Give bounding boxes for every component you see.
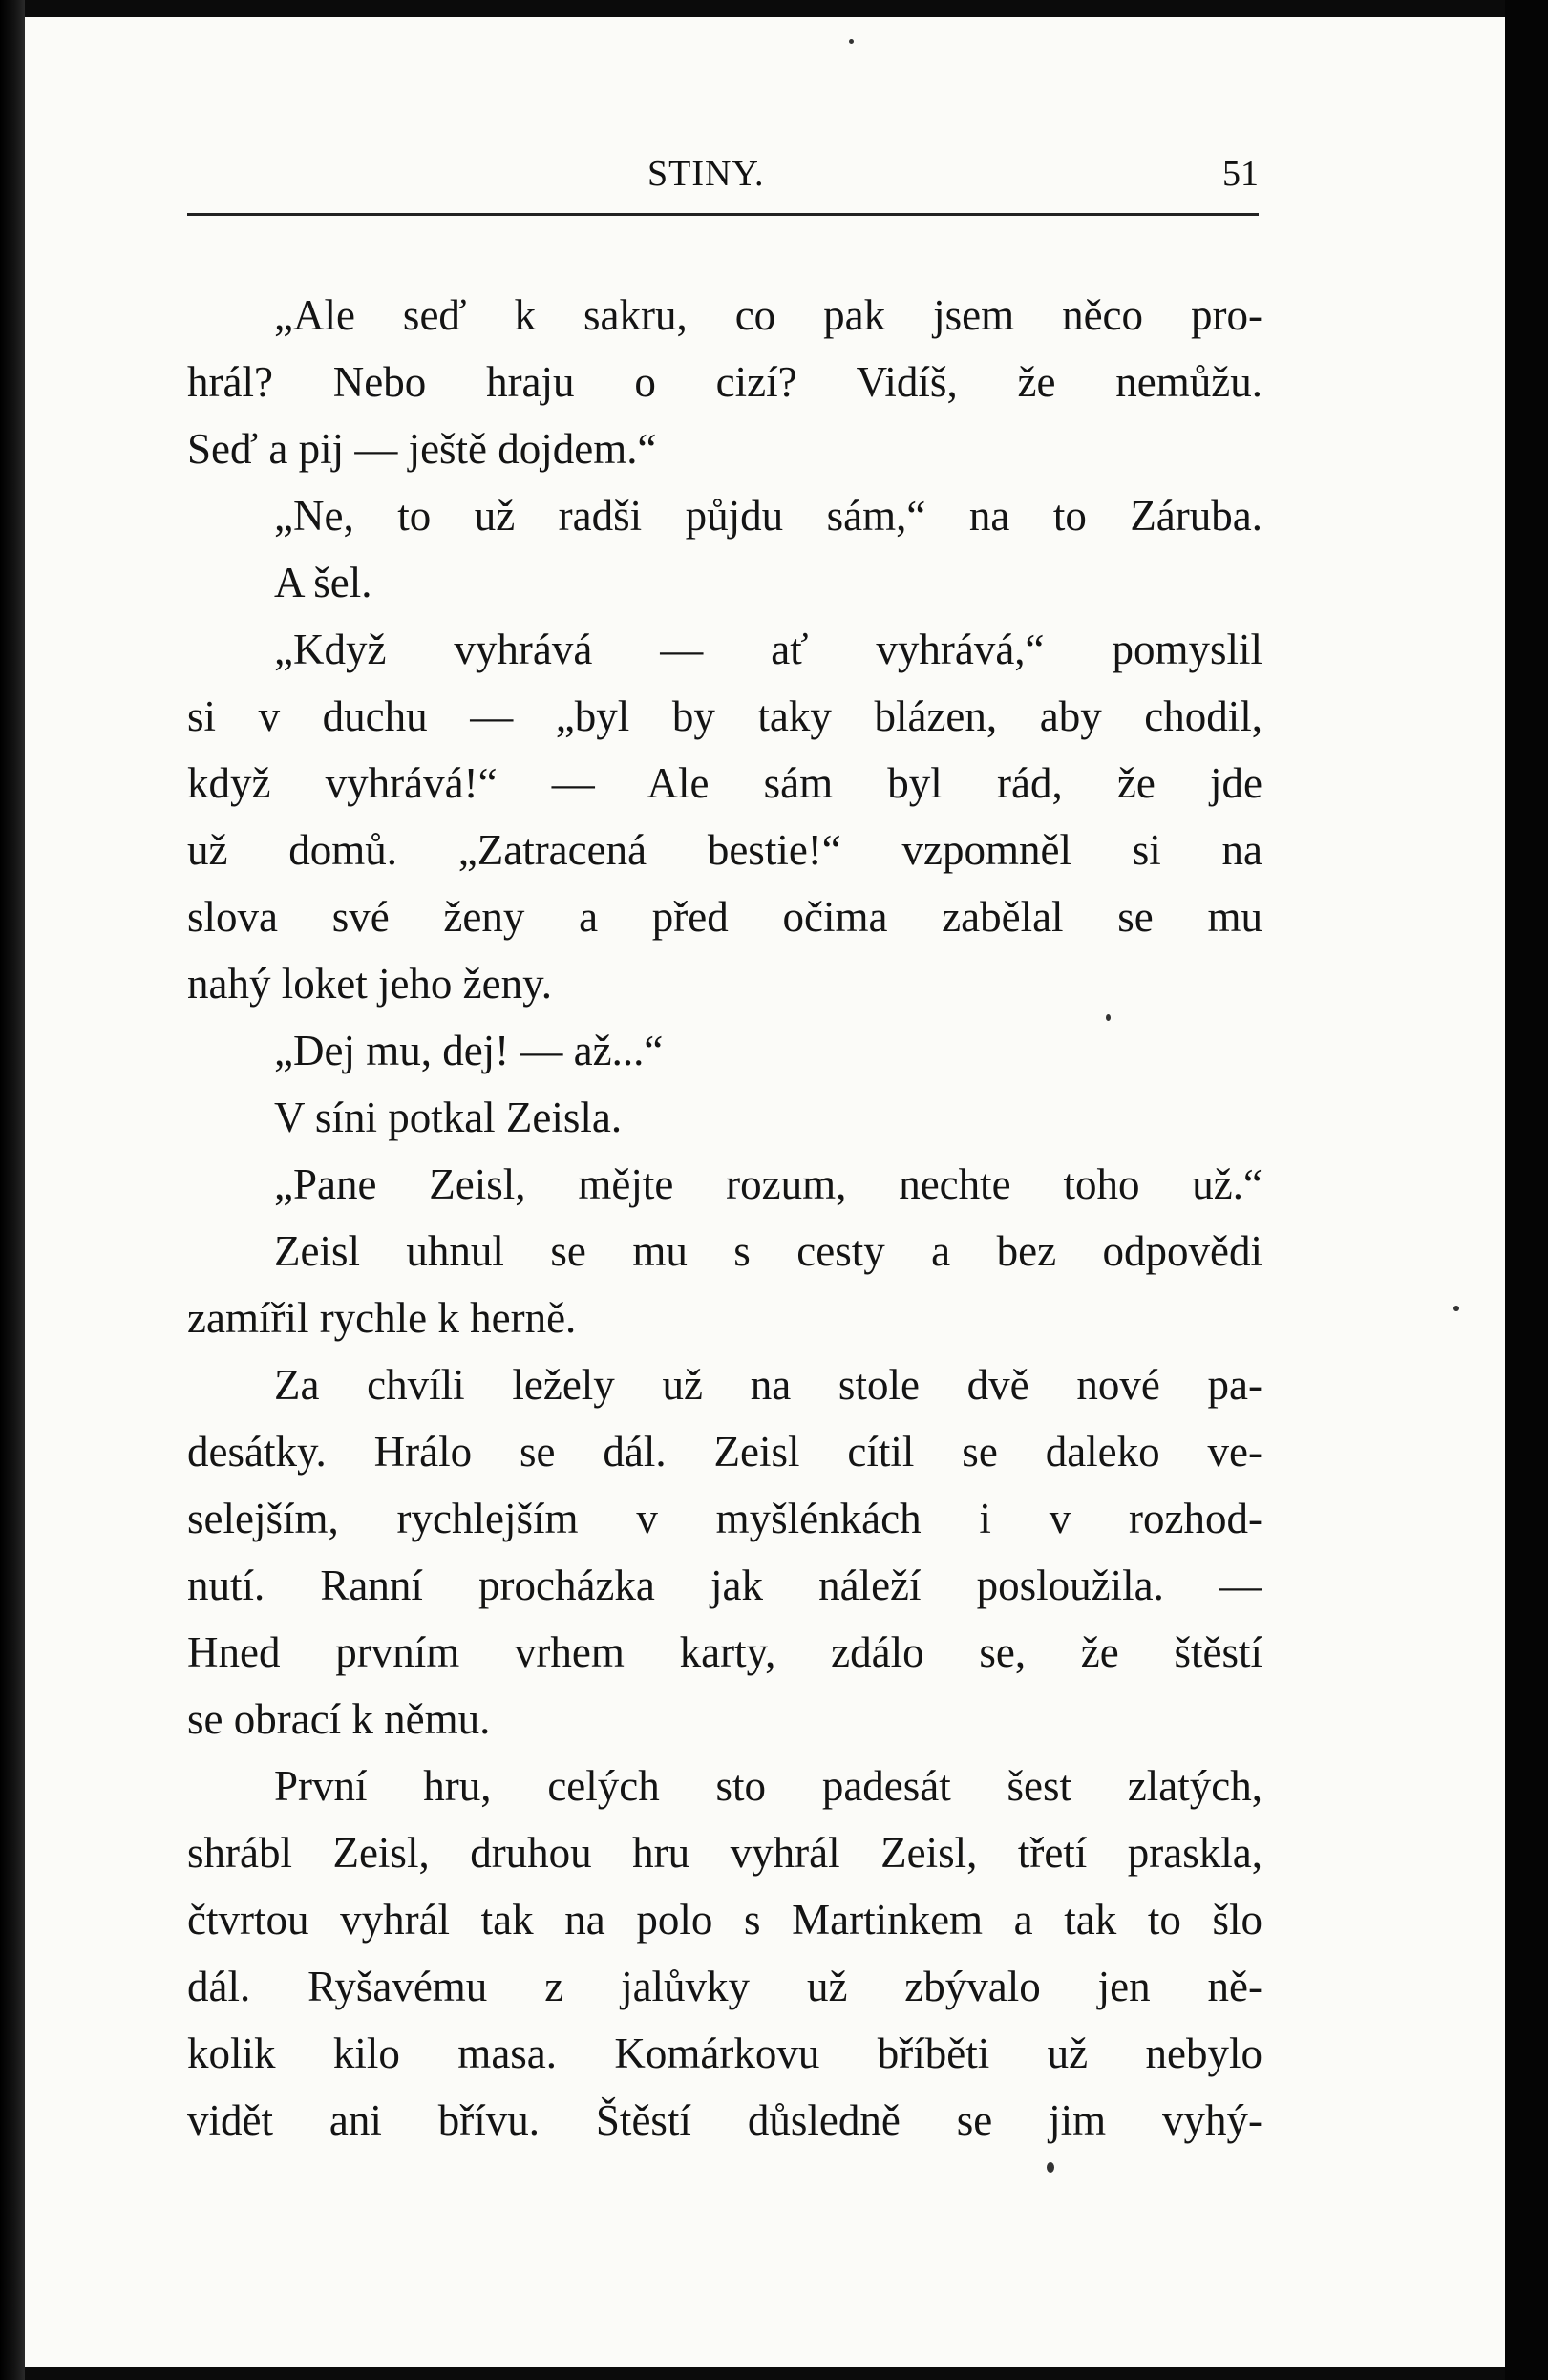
speck — [1047, 2162, 1054, 2173]
speck — [1106, 1014, 1111, 1021]
text-line: Hned prvním vrhem karty, zdálo se, že štěstí — [187, 1628, 1262, 1676]
speck — [1453, 1306, 1459, 1311]
scan-border — [1505, 0, 1548, 2380]
text-line: slova své ženy a před očima zabělal se mu — [187, 893, 1262, 941]
text-line: selejším, rychlejším v myšlénkách i v rozhod- — [187, 1495, 1262, 1542]
speck — [849, 39, 854, 44]
text-line: První hru, celých sto padesát šest zlatých, — [274, 1762, 1262, 1810]
running-title: STINY. — [647, 154, 765, 194]
text-line: vidět ani břívu. Štěstí důsledně se jim vyhý- — [187, 2096, 1262, 2144]
page-number: 51 — [1222, 154, 1259, 194]
text-line: už domů. „Zatracená bestie!“ vzpomněl si na — [187, 826, 1262, 874]
book-spine-shadow — [0, 0, 25, 2380]
body-text — [187, 282, 1262, 2154]
text-line: Seď a pij — ještě dojdem.“ — [187, 425, 657, 473]
header-rule — [187, 213, 1259, 216]
text-line: „Když vyhrává — ať vyhrává,“ pomyslil — [274, 626, 1262, 673]
text-line: shrábl Zeisl, druhou hru vyhrál Zeisl, třetí praskla, — [187, 1829, 1262, 1877]
text-line: „Ne, to už radši půjdu sám,“ na to Záruba. — [274, 492, 1262, 540]
text-line: nutí. Ranní procházka jak náleží posloužila. — — [187, 1562, 1262, 1609]
text-line: desátky. Hrálo se dál. Zeisl cítil se daleko ve- — [187, 1428, 1262, 1476]
text-line: dál. Ryšavému z jalůvky už zbývalo jen ně- — [187, 1963, 1262, 2010]
text-line: Zeisl uhnul se mu s cesty a bez odpovědi — [274, 1227, 1262, 1275]
text-line: kolik kilo masa. Komárkovu bříběti už nebylo — [187, 2029, 1262, 2077]
text-line: čtvrtou vyhrál tak na polo s Martinkem a tak to šlo — [187, 1896, 1262, 1944]
text-line: zamířil rychle k herně. — [187, 1294, 577, 1342]
running-header — [187, 153, 1259, 201]
text-line: hrál? Nebo hraju o cizí? Vidíš, že nemůžu. — [187, 358, 1262, 406]
text-line: si v duchu — „byl by taky blázen, aby chodil, — [187, 692, 1262, 740]
text-line: „Pane Zeisl, mějte rozum, nechte toho už.“ — [274, 1160, 1262, 1208]
text-line: A šel. — [274, 559, 372, 606]
text-line: když vyhrává!“ — Ale sám byl rád, že jde — [187, 759, 1262, 807]
text-line: „Ale seď k sakru, co pak jsem něco pro- — [274, 291, 1262, 339]
text-line: „Dej mu, dej! — až...“ — [274, 1027, 664, 1074]
text-line: V síni potkal Zeisla. — [274, 1094, 623, 1141]
text-line: se obrací k němu. — [187, 1695, 491, 1743]
text-line: nahý loket jeho ženy. — [187, 960, 552, 1008]
text-line: Za chvíli ležely už na stole dvě nové pa- — [274, 1361, 1262, 1409]
